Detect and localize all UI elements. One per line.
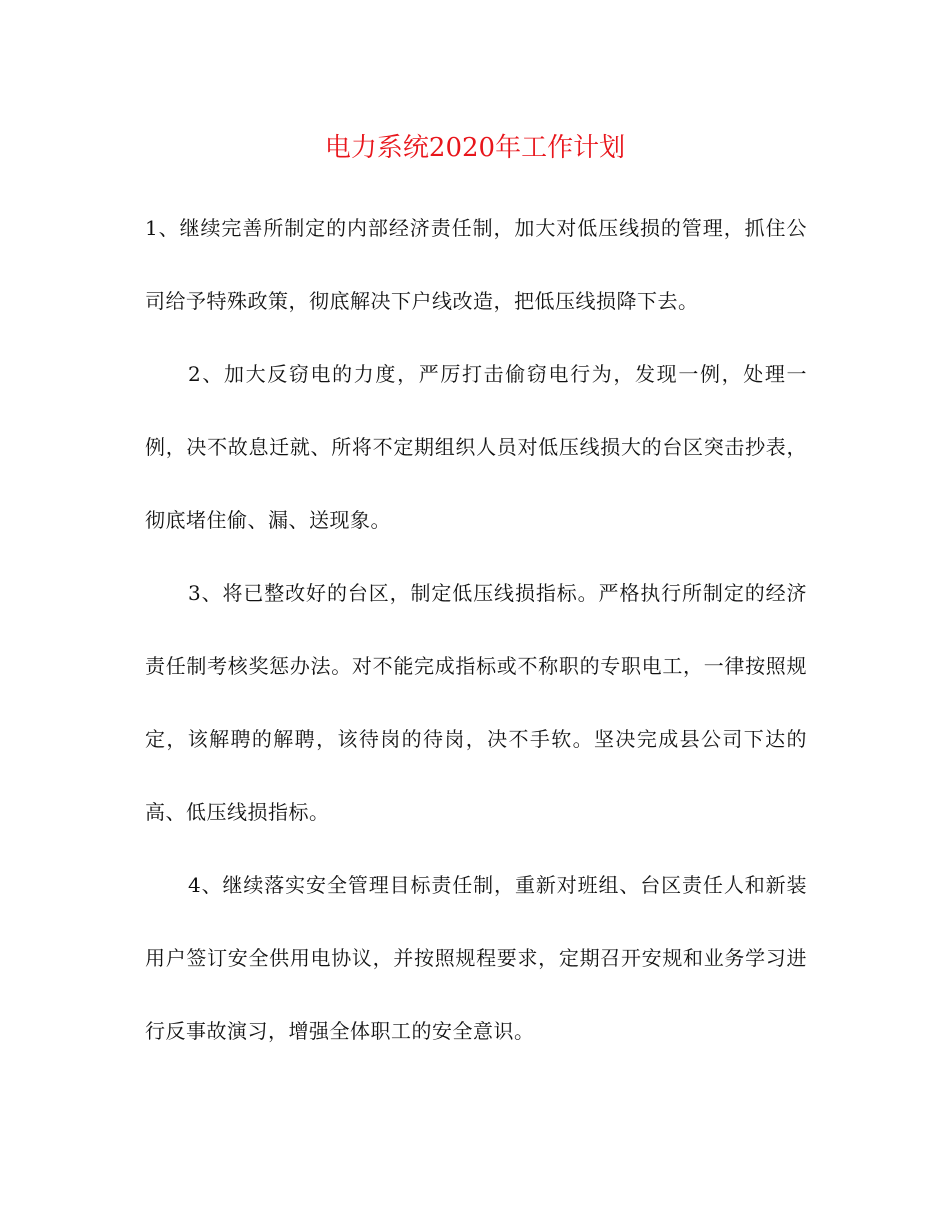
document-body	[145, 192, 807, 1068]
paragraph-2: 2、加大反窃电的力度，严厉打击偷窃电行为，发现一例，处理一例，决不故息迁就、所将不定期组织人员对低压线损大的台区突击抄表，彻底堵住偷、漏、送现象。	[145, 362, 807, 532]
paragraph-3: 3、将已整改好的台区，制定低压线损指标。严格执行所制定的经济责任制考核奖惩办法。对不能完成指标或不称职的专职电工，一律按照规定，该解聘的解聘，该待岗的待岗，决不手软。坚决完成县公司下达的高、低压线损指标。	[145, 581, 807, 824]
paragraph-4: 4、继续落实安全管理目标责任制，重新对班组、台区责任人和新装用户签订安全供用电协议，并按照规程要求，定期召开安规和业务学习进行反事故演习，增强全体职工的安全意识。	[145, 873, 807, 1043]
document-title: 电力系统2020年工作计划	[324, 133, 626, 163]
paragraph-1: 1、继续完善所制定的内部经济责任制，加大对低压线损的管理，抓住公司给予特殊政策，彻底解决下户线改造，把低压线损降下去。	[145, 216, 807, 313]
